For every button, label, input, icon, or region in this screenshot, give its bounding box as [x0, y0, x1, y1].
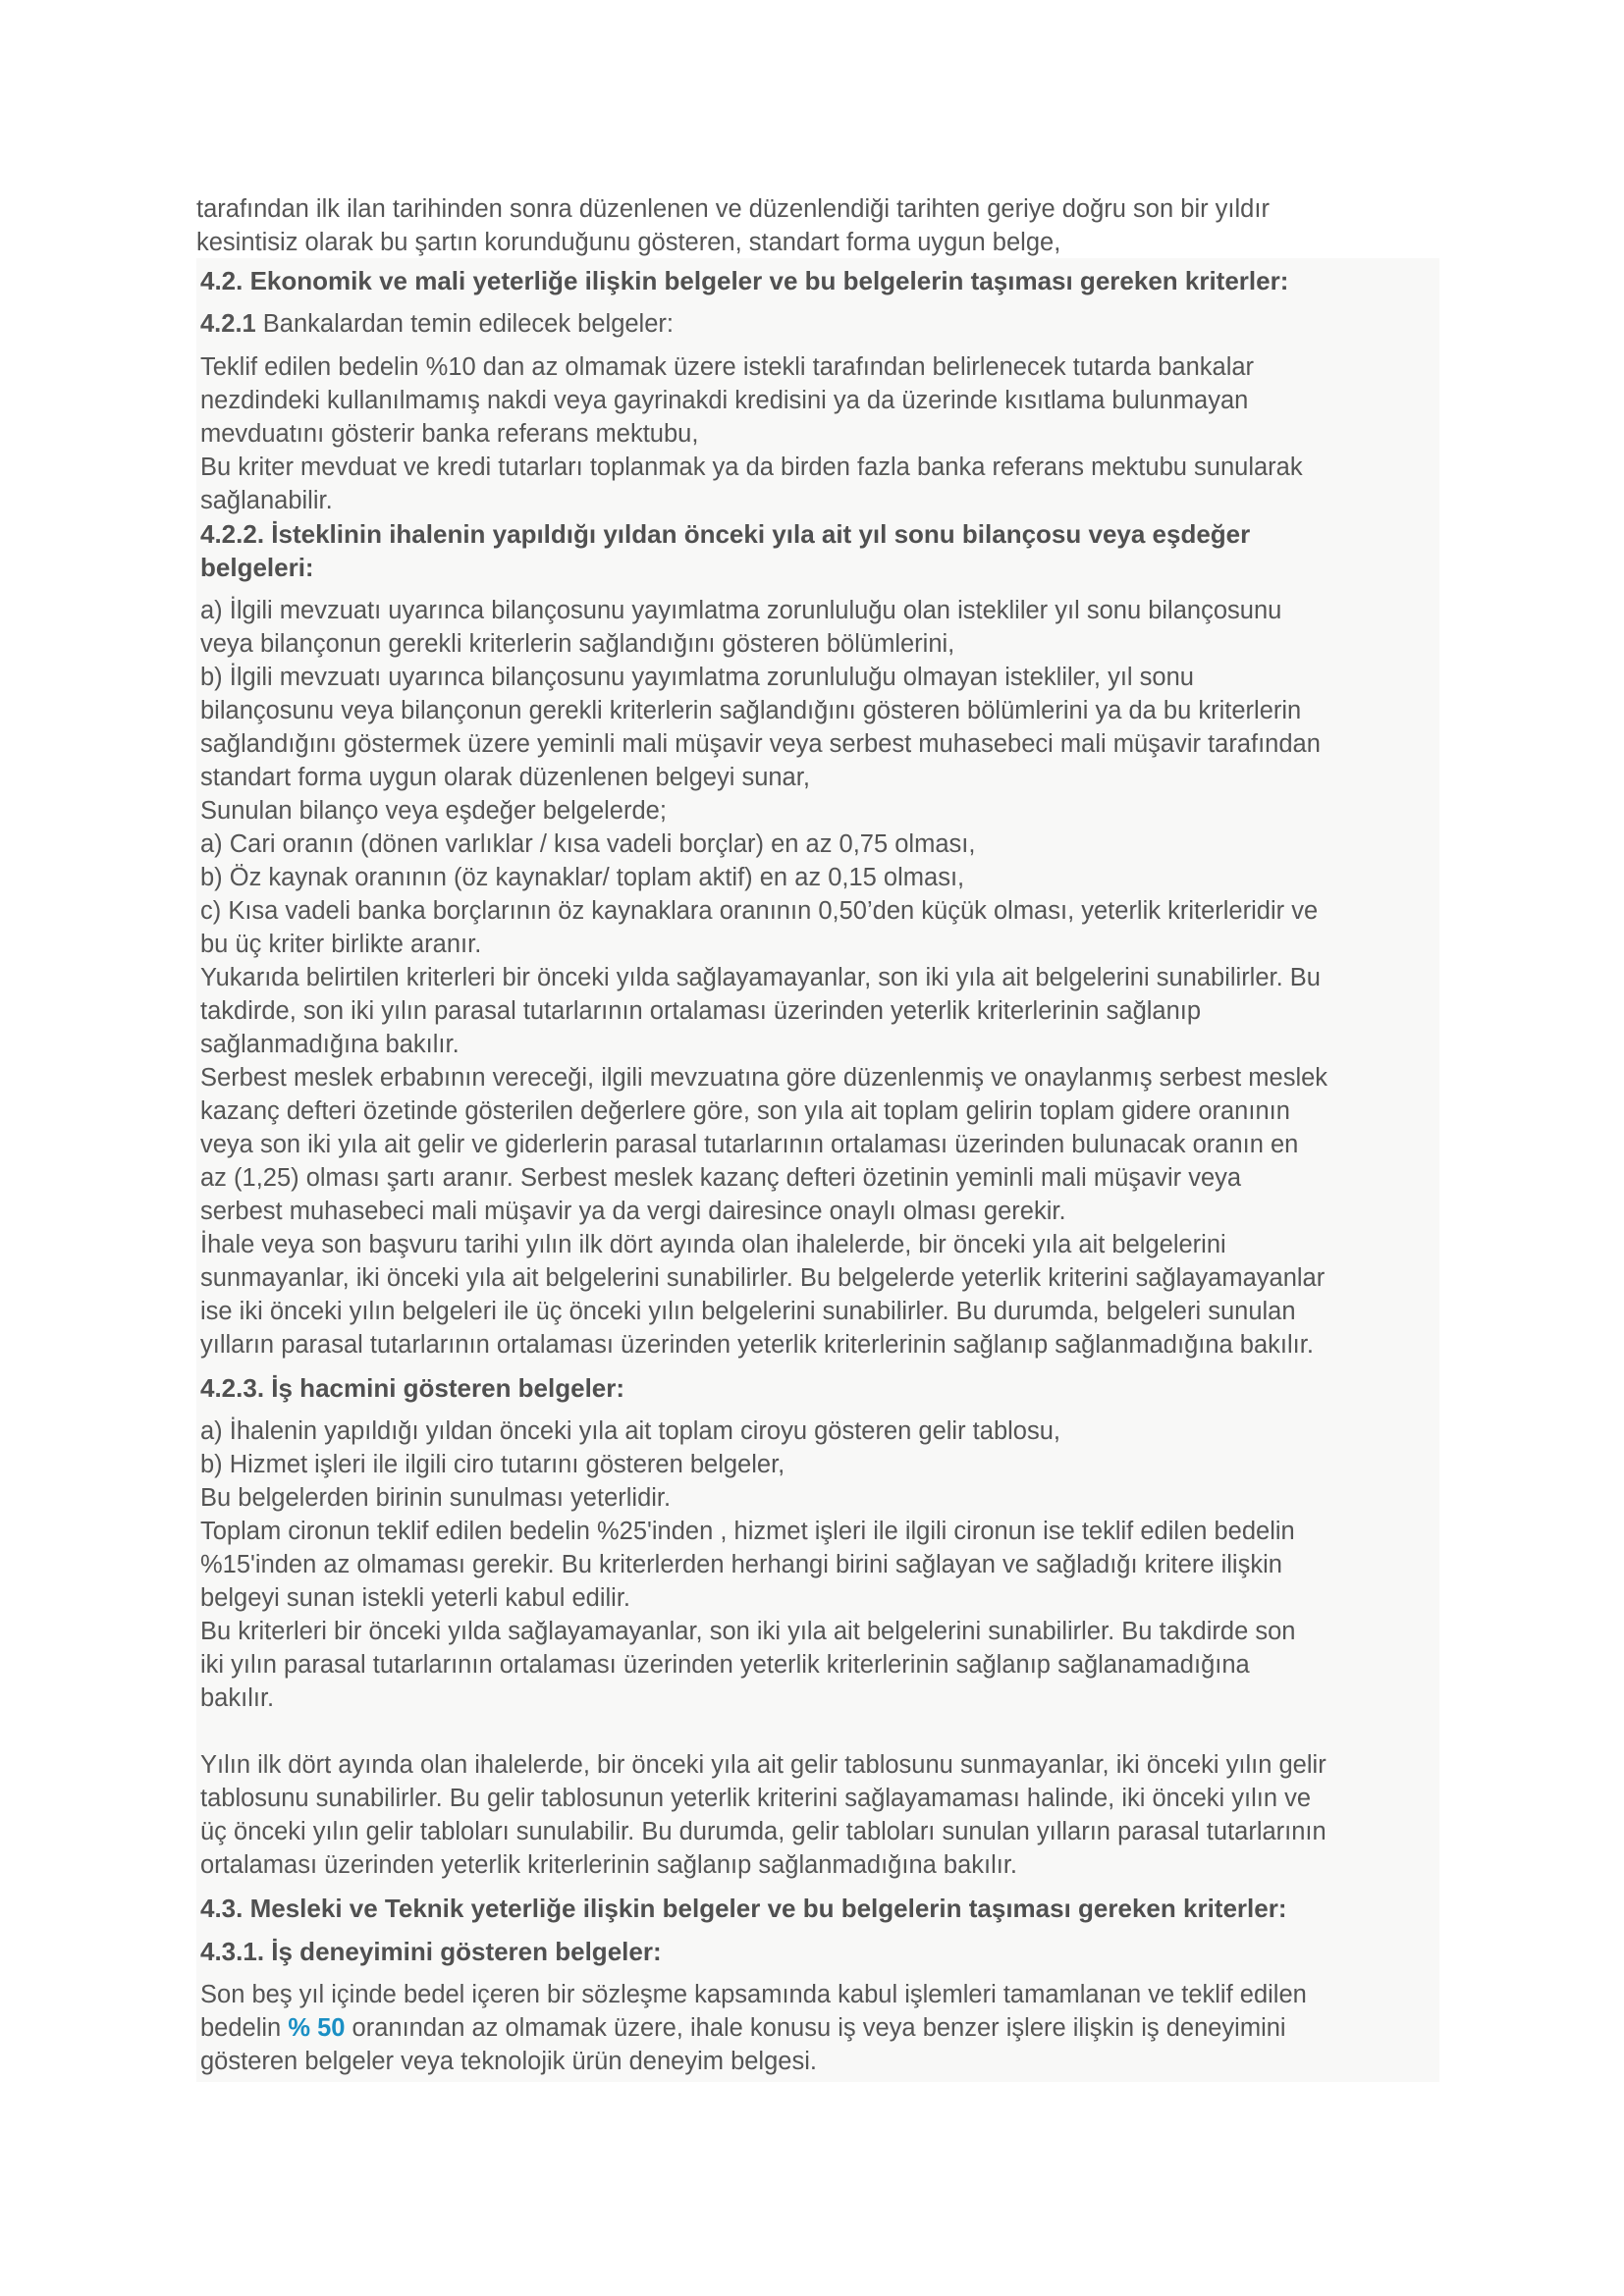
text-line: Bu kriterleri bir önceki yılda sağlayamayanlar, son iki yıla ait belgelerini sunabilirler. Bu takdirde son — [200, 1618, 1296, 1645]
text-line: takdirde, son iki yılın parasal tutarlarının ortalaması üzerinden yeterlik kriterlerinin sağlanıp — [200, 997, 1202, 1025]
intro-paragraph — [196, 192, 1473, 259]
section-4-3-heading: 4.3. Mesleki ve Teknik yeterliğe ilişkin belgeler ve bu belgelerin taşıması gereken kriterler: — [200, 1894, 1287, 1923]
text-line: iki yılın parasal tutarlarının ortalaması üzerinden yeterlik kriterlerinin sağlanıp sağlanamadığına — [200, 1651, 1250, 1679]
text-line: Toplam cironun teklif edilen bedelin %25'inden , hizmet işleri ile ilgili cironun ise teklif edilen bedelin — [200, 1518, 1295, 1545]
section-4-2-2-heading-line: 4.2.2. İsteklinin ihalenin yapıldığı yıldan önceki yıla ait yıl sonu bilançosu veya eşdeğer — [200, 519, 1251, 549]
text-line: %15'inden az olmaması gerekir. Bu kriterlerden herhangi birini sağlayan ve sağladığı kritere ilişkin — [200, 1551, 1282, 1578]
section-4-2-1-title: Bankalardan temin edilecek belgeler: — [255, 310, 674, 338]
section-4-2-2-heading-line: belgeleri: — [200, 553, 314, 582]
text-line: bu üç kriter birlikte aranır. — [200, 931, 482, 958]
text-line: üç önceki yılın gelir tabloları sunulabilir. Bu durumda, gelir tabloları sunulan yılların parasal tutarlarının — [200, 1818, 1326, 1845]
section-4-2-1-body — [200, 350, 1439, 517]
text-line: b) Hizmet işleri ile ilgili ciro tutarını gösteren belgeler, — [200, 1451, 785, 1478]
text-line: Sunulan bilanço veya eşdeğer belgelerde; — [200, 797, 667, 825]
section-4-2-heading: 4.2. Ekonomik ve mali yeterliğe ilişkin belgeler ve bu belgelerin taşıması gereken kriterler: — [200, 266, 1289, 295]
text-line: İhale veya son başvuru tarihi yılın ilk dört ayında olan ihalelerde, bir önceki yıla ait belgelerini — [200, 1231, 1226, 1258]
section-4-2-1-heading — [200, 307, 1439, 341]
text-line: b) Öz kaynak oranının (öz kaynaklar/ toplam aktif) en az 0,15 olması, — [200, 864, 965, 891]
text-line: Serbest meslek erbabının vereceği, ilgili mevzuatına göre düzenlenmiş ve onaylanmış serbest meslek — [200, 1064, 1328, 1092]
text-line-with-highlight — [200, 2011, 1439, 2045]
text-line: Yukarıda belirtilen kriterleri bir önceki yılda sağlayamayanlar, son iki yıla ait belgelerini sunabilirler. Bu — [200, 964, 1321, 991]
text-line: sunmayanlar, iki önceki yıla ait belgelerini sunabilirler. Bu belgelerde yeterlik kriterini sağlayamayanlar — [200, 1264, 1326, 1292]
text-line: yılların parasal tutarlarının ortalaması üzerinden yeterlik kriterlerinin sağlanıp sağlanmadığına bakılır. — [200, 1331, 1314, 1359]
text-line: mevduatını gösterir banka referans mektubu, — [200, 420, 699, 448]
text-line: veya son iki yıla ait gelir ve giderlerin parasal tutarlarının ortalaması üzerinden bulunacak oranın en — [200, 1131, 1299, 1158]
text-line: tablosunu sunabilirler. Bu gelir tablosunun yeterlik kriterini sağlayamaması halinde, iki önceki yılın ve — [200, 1785, 1312, 1812]
text-line: Yılın ilk dört ayında olan ihalelerde, bir önceki yıla ait gelir tablosunu sunmayanlar, iki önceki yılın gelir — [200, 1751, 1326, 1779]
text-line: sağlandığını göstermek üzere yeminli mali müşavir veya serbest muhasebeci mali müşavir tarafından — [200, 730, 1321, 758]
section-4-2-3-heading: 4.2.3. İş hacmini gösteren belgeler: — [200, 1373, 625, 1403]
text-line: b) İlgili mevzuatı uyarınca bilançosunu yayımlatma zorunluluğu olmayan istekliler, yıl sonu — [200, 664, 1194, 691]
section-4-2-2-body — [200, 594, 1439, 1362]
text-line: sağlanmadığına bakılır. — [200, 1031, 460, 1058]
text-fragment: oranından az olmamak üzere, ihale konusu iş veya benzer işlere ilişkin iş deneyimini — [345, 2014, 1286, 2042]
text-line: nezdindeki kullanılmamış nakdi veya gayrinakdi kredisini ya da üzerinde kısıtlama bulunmayan — [200, 387, 1249, 414]
text-line: Bu belgelerden birinin sunulması yeterlidir. — [200, 1484, 672, 1512]
text-line: sağlanabilir. — [200, 487, 333, 514]
section-4-3-1-body — [200, 1978, 1439, 2078]
intro-line: kesintisiz olarak bu şartın korunduğunu gösteren, standart forma uygun belge, — [196, 229, 1061, 256]
text-line: a) İhalenin yapıldığı yıldan önceki yıla ait toplam ciroyu gösteren gelir tablosu, — [200, 1417, 1060, 1445]
text-line: veya bilançonun gerekli kriterlerin sağlandığını gösteren bölümlerini, — [200, 630, 955, 658]
text-line: kazanç defteri özetinde gösterilen değerlere göre, son yıla ait toplam gelirin toplam gidere oranının — [200, 1097, 1290, 1125]
section-4-2-1-number: 4.2.1 — [200, 310, 256, 338]
section-4-2-3-body — [200, 1415, 1439, 1882]
document-panel — [196, 258, 1439, 2082]
text-line: Bu kriter mevduat ve kredi tutarları toplanmak ya da birden fazla banka referans mektubu sunularak — [200, 454, 1303, 481]
text-line: Son beş yıl içinde bedel içeren bir sözleşme kapsamında kabul işlemleri tamamlanan ve teklif edilen — [200, 1981, 1307, 2008]
section-4-3-1-heading: 4.3.1. İş deneyimini gösteren belgeler: — [200, 1937, 662, 1966]
text-line: az (1,25) olması şartı aranır. Serbest meslek kazanç defteri özetinin yeminli mali müşavir veya — [200, 1164, 1242, 1192]
text-line: c) Kısa vadeli banka borçlarının öz kaynaklara oranının 0,50’den küçük olması, yeterlik kriterleridir ve — [200, 897, 1319, 925]
text-fragment: bedelin — [200, 2014, 289, 2042]
text-line: gösteren belgeler veya teknolojik ürün deneyim belgesi. — [200, 2048, 817, 2075]
text-line: standart forma uygun olarak düzenlenen belgeyi sunar, — [200, 764, 810, 791]
text-line: a) Cari oranın (dönen varlıklar / kısa vadeli borçlar) en az 0,75 olması, — [200, 830, 976, 858]
text-line: bilançosunu veya bilançonun gerekli kriterlerin sağlandığını gösteren bölümlerini ya da bu kriterlerin — [200, 697, 1302, 724]
text-line: ise iki önceki yılın belgeleri ile üç önceki yılın belgelerini sunabilirler. Bu durumda, belgeleri sunulan — [200, 1298, 1296, 1325]
percentage-highlight: % 50 — [288, 2014, 346, 2042]
text-line: bakılır. — [200, 1684, 275, 1712]
text-line: ortalaması üzerinden yeterlik kriterlerinin sağlanıp sağlanmadığına bakılır. — [200, 1851, 1018, 1879]
text-line: Teklif edilen bedelin %10 dan az olmamak üzere istekli tarafından belirlenecek tutarda bankalar — [200, 353, 1255, 381]
text-line: serbest muhasebeci mali müşavir ya da vergi dairesince onaylı olması gerekir. — [200, 1198, 1066, 1225]
text-line: belgeyi sunan istekli yeterli kabul edilir. — [200, 1584, 630, 1612]
intro-line: tarafından ilk ilan tarihinden sonra düzenlenen ve düzenlendiği tarihten geriye doğru son bir yıldır — [196, 195, 1270, 223]
text-line: a) İlgili mevzuatı uyarınca bilançosunu yayımlatma zorunluluğu olan istekliler yıl sonu bilançosunu — [200, 597, 1282, 624]
